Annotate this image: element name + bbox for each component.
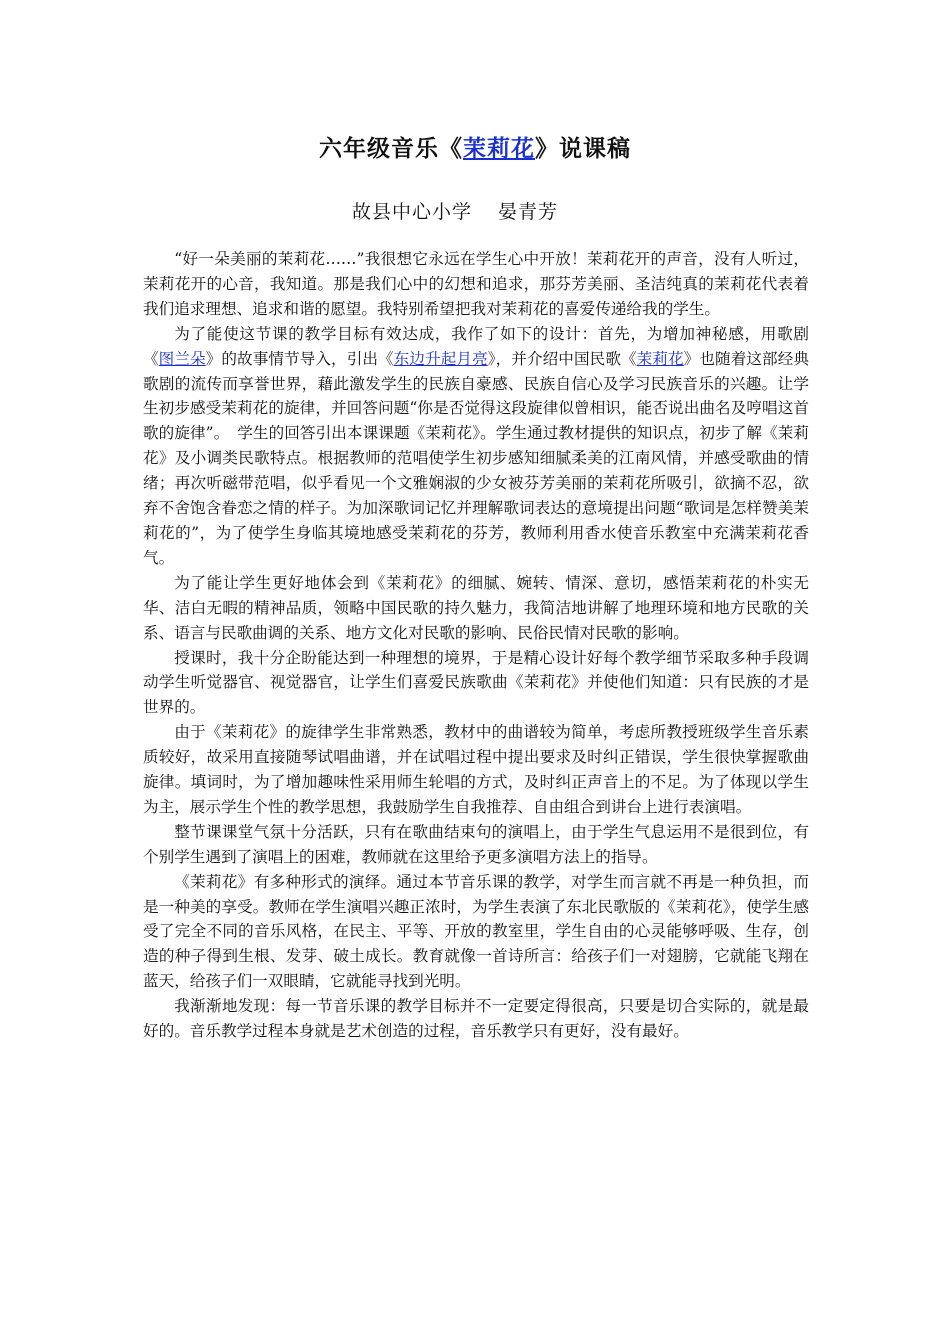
author-line [0,197,910,224]
paragraph-3: 为了能让学生更好地体会到《茉莉花》的细腻、婉转、情深、意切，感悟茉莉花的朴实无华、洁白无暇的精神品质，领略中国民歌的持久魅力，我简洁地讲解了地理环境和地方民歌的关系、语言与民歌曲调的关系、地方文化对民歌的影响、民俗民情对民歌的影响。 [143,573,809,642]
title-prefix: 六年级音乐《 [319,136,463,162]
document-body [143,247,809,1044]
link-moon-rises-east[interactable]: 东边升起月亮 [393,349,488,368]
paragraph-1: “好一朵美丽的茉莉花……”我很想它永远在学生心中开放！茉莉花开的声音，没有人听过，茉莉花开的心音，我知道。那是我们心中的幻想和追求，那芬芳美丽、圣洁纯真的茉莉花代表着我们追求理想、追求和谐的愿望。我特别希望把我对茉莉花的喜爱传递给我的学生。 [143,250,809,318]
paragraph-8: 我渐渐地发现：每一节音乐课的教学目标并不一定要定得很高，只要是切合实际的，就是最好的。音乐教学过程本身就是艺术创造的过程，音乐教学只有更好，没有最好。 [143,997,809,1041]
paragraph-2 [143,322,809,571]
paragraph-2-text-1: 为了能使这节课的教学目标有效达成，我作了如下的设计：首先，为增加神秘感，用歌剧《 [143,324,809,368]
title-suffix: 》说课稿 [535,136,631,162]
link-turandot[interactable]: 图兰朵 [158,349,206,368]
paragraph-2-text-2: 》的故事情节导入，引出《 [205,349,394,368]
paragraph-7: 《茉莉花》有多种形式的演绎。通过本节音乐课的教学，对学生而言就不再是一种负担，而是一种美的享受。教师在学生演唱兴趣正浓时，为学生表演了东北民歌版的《茉莉花》，使学生感受了完全不同的音乐风格，在民主、平等、开放的教室里，学生自由的心灵能够呼吸、生存，创造的种子得到生根、发芽、破土成长。教育就像一首诗所言：给孩子们一对翅膀，它就能飞翔在蓝天，给孩子们一双眼睛，它就能寻找到光明。 [143,872,809,991]
paragraph-4: 授课时，我十分企盼能达到一种理想的境界，于是精心设计好每个教学细节采取多种手段调动学生听觉器官、视觉器官，让学生们喜爱民族歌曲《茉莉花》并使他们知道：只有民族的才是世界的。 [143,648,809,717]
school-name: 故县中心小学 [351,201,472,223]
paragraph-5: 由于《茉莉花》的旋律学生非常熟悉，教材中的曲谱较为简单，考虑所教授班级学生音乐素质较好，故采用直接随琴试唱曲谱，并在试唱过程中提出要求及时纠正错误，学生很快掌握歌曲旋律。填词时，为了增加趣味性采用师生轮唱的方式，及时纠正声音上的不足。为了体现以学生为主，展示学生个性的教学思想，我鼓励学生自我推荐、自由组合到讲台上进行表演唱。 [143,723,809,816]
link-jasmine-flower[interactable]: 茉莉花 [636,349,684,368]
paragraph-2-text-4: 》也随着这部经典歌剧的流传而享誉世界，藉此激发学生的民族自豪感、民族自信心及学习民族音乐的兴趣。让学生初步感受茉莉花的旋律，并回答问题“你是否觉得这段旋律似曾相识，能否说出曲名及哼唱这首歌的旋律”。 学生的回答引出本课课题《茉莉花》。学生通过教材提供的知识点，初步了解《茉莉花》及小调类民歌特点。根据教师的范唱使学生初步感知细腻柔美的江南风情，并感受歌曲的情绪；再次听磁带范唱，似乎看见一个文雅娴淑的少女被芬芳美丽的茉莉花所吸引，欲摘不忍，欲弃不舍饱含眷恋之情的样子。为加深歌词记忆并理解歌词表达的意境提出问题“歌词是怎样赞美茉莉花的”，为了使学生身临其境地感受茉莉花的芬芳，教师利用香水使音乐教室中充满茉莉花香气。 [143,349,809,567]
page-title [0,130,950,163]
author-name: 晏青芳 [498,201,559,223]
paragraph-6: 整节课课堂气氛十分活跃，只有在歌曲结束句的演唱上，由于学生气息运用不是很到位，有个别学生遇到了演唱上的困难，教师就在这里给予更多演唱方法上的指导。 [143,822,809,866]
paragraph-2-text-3: 》，并介绍中国民歌《 [487,349,637,368]
title-link-jasmine[interactable]: 茉莉花 [463,136,535,162]
